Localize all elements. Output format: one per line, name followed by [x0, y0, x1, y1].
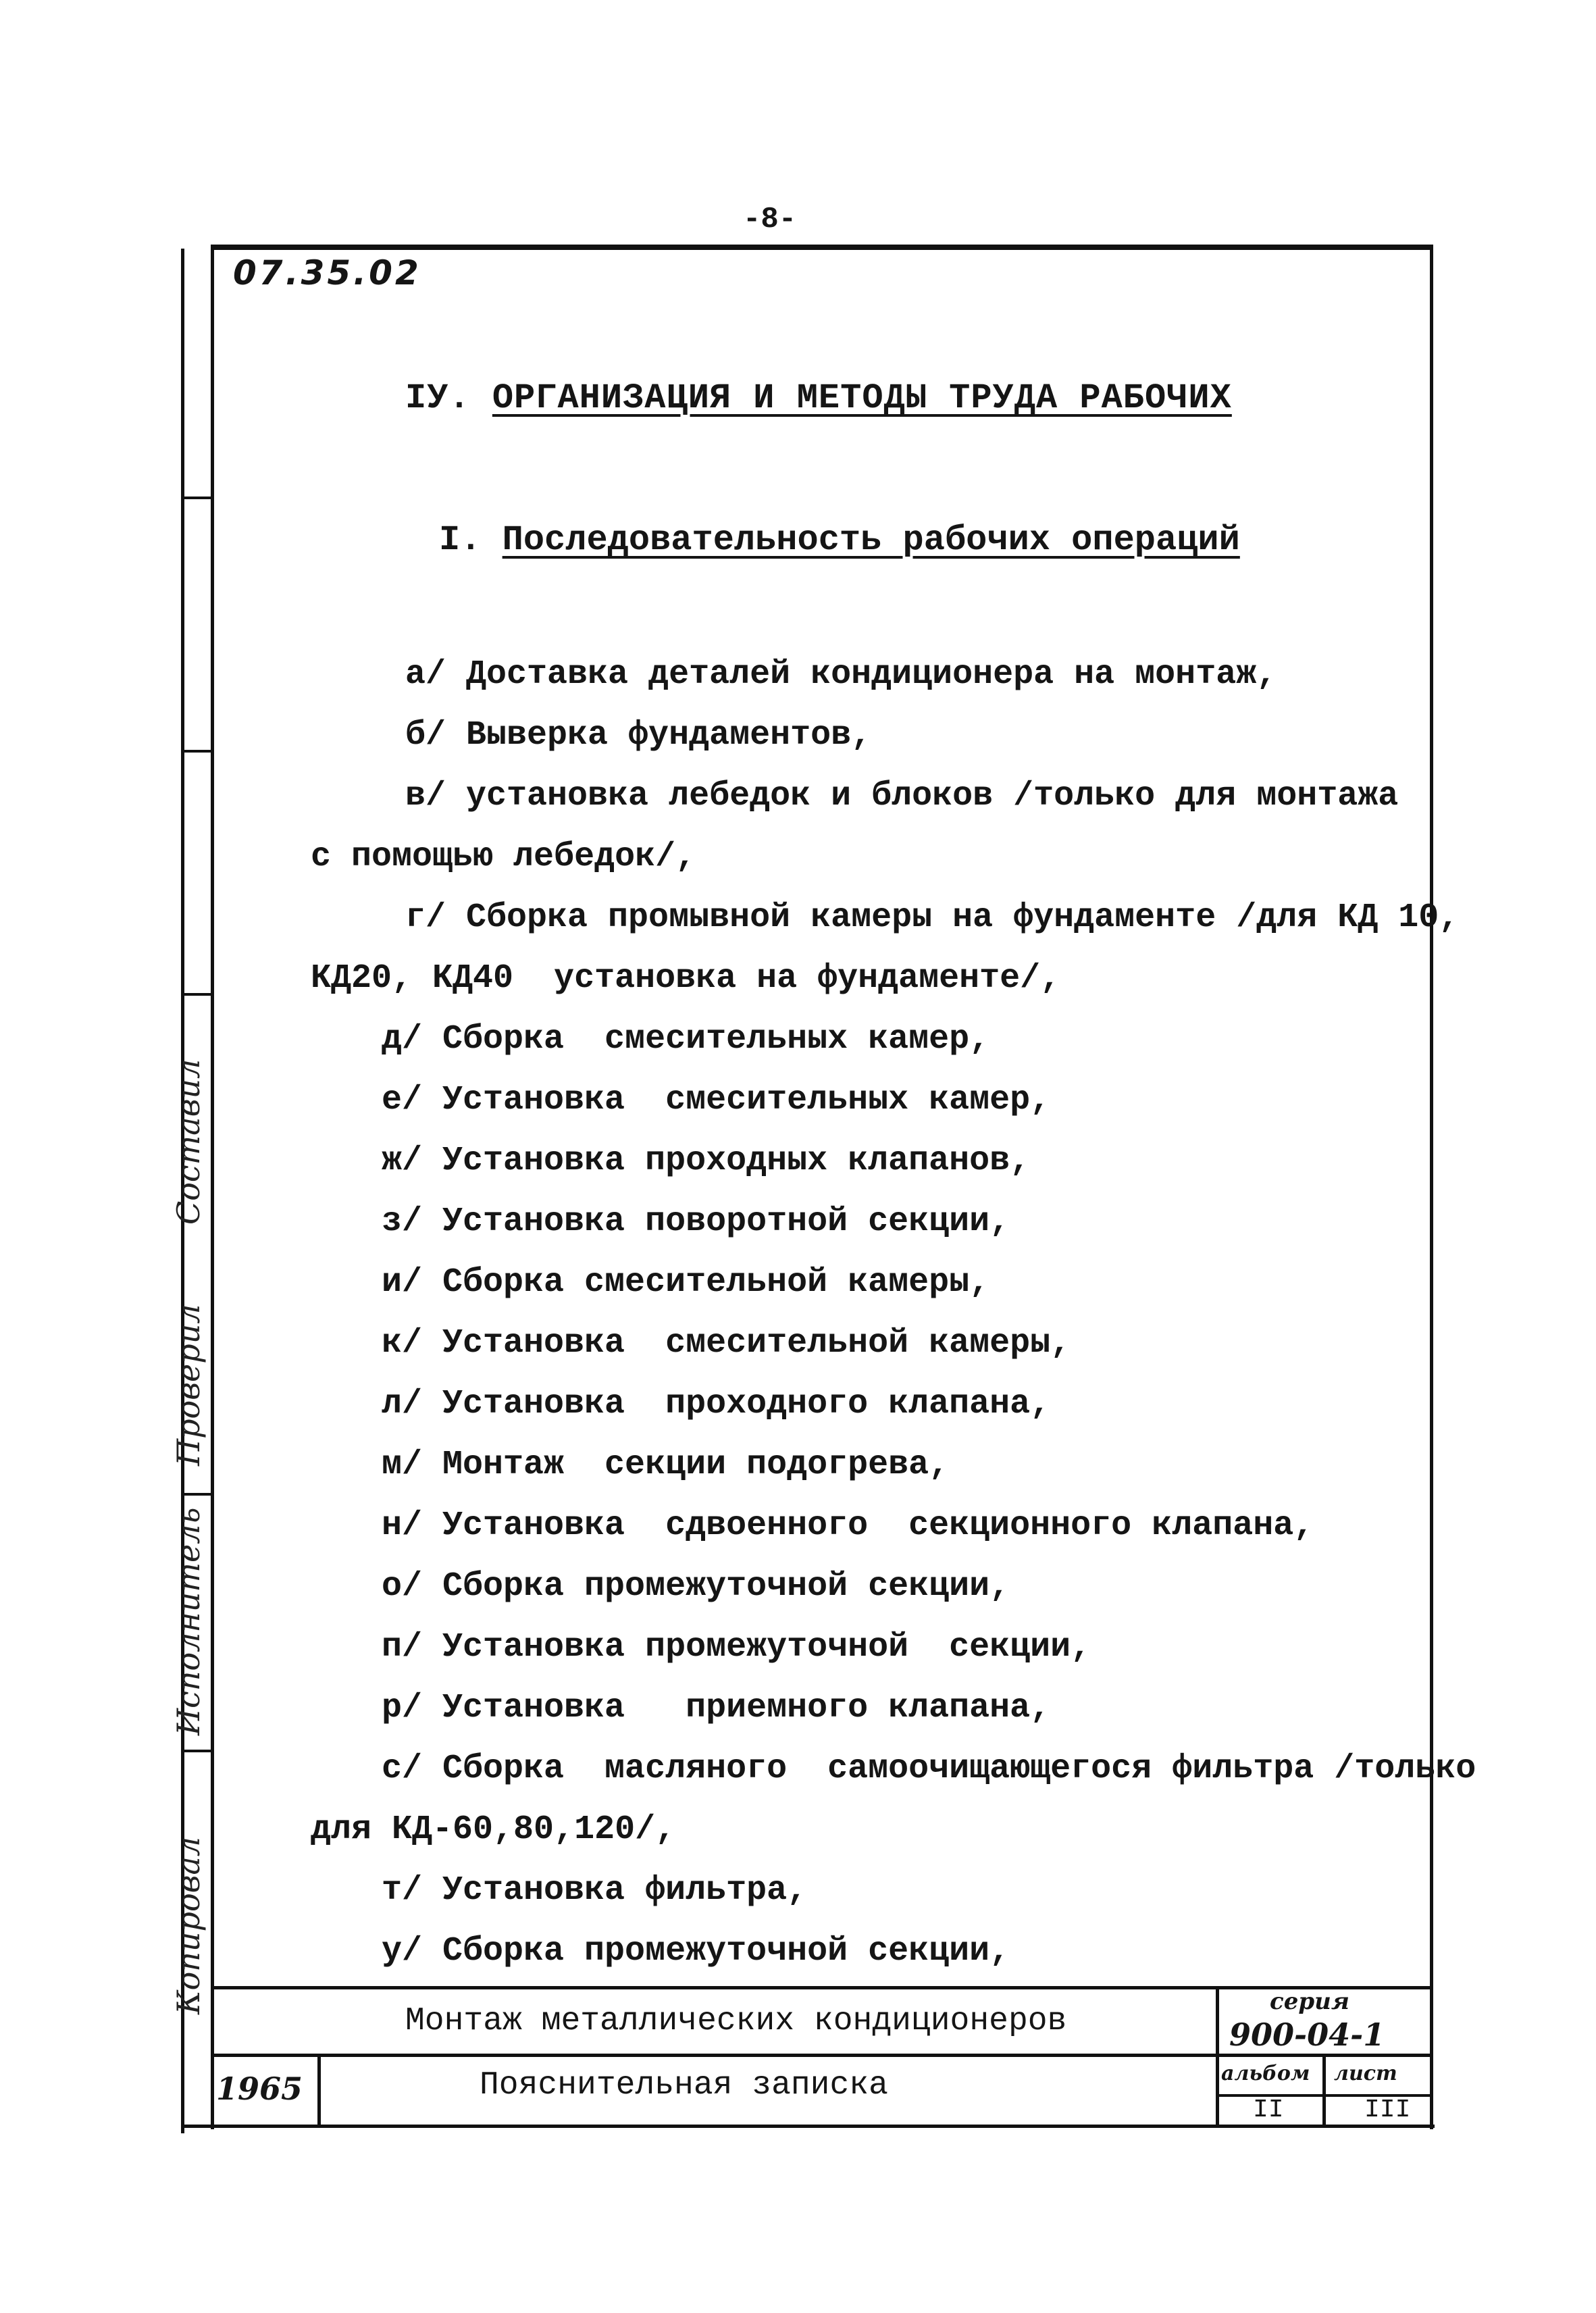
margin-divider [181, 497, 212, 499]
subsection-heading [439, 520, 1240, 560]
operation-line: а/ Доставка деталей кондиционера на монтаж, [405, 655, 1277, 694]
series-label: серия [1270, 1988, 1349, 2015]
margin-signature: Исполнитель [170, 1507, 207, 1735]
margin-signature: Проверил [170, 1304, 207, 1466]
margin-signature: Составил [170, 1059, 207, 1225]
margin-signature: Копировал [170, 1836, 207, 2014]
section-title: ОРГАНИЗАЦИЯ И МЕТОДЫ ТРУДА РАБОЧИХ [492, 378, 1232, 418]
operation-line: г/ Сборка промывной камеры на фундаменте /для КД 10, [405, 898, 1460, 937]
title-block-subtitle: Пояснительная записка [480, 2067, 888, 2104]
section-heading [405, 378, 1232, 418]
title-block-divider [211, 2054, 1433, 2057]
margin-divider [181, 1750, 212, 1752]
operation-line: с помощью лебедок/, [311, 838, 696, 876]
series-value: 900-04-1 [1229, 2016, 1385, 2053]
subsection-number: I. [439, 520, 482, 560]
document-code: 07.35.02 [233, 253, 421, 293]
operation-line: у/ Сборка промежуточной секции, [382, 1932, 1010, 1971]
section-number: IУ. [405, 378, 471, 418]
sheet-label: лист [1334, 2062, 1397, 2085]
frame-bottom-line [181, 2125, 1435, 2128]
operation-line: в/ установка лебедок и блоков /только для монтажа [405, 777, 1399, 815]
operation-line: для КД-60,80,120/, [311, 1810, 676, 1849]
sheet-value: III [1364, 2095, 1411, 2125]
operation-line: ж/ Установка проходных клапанов, [382, 1142, 1031, 1180]
operation-line: о/ Сборка промежуточной секции, [382, 1567, 1010, 1606]
operation-line: з/ Установка поворотной секции, [382, 1202, 1010, 1241]
album-value: II [1253, 2095, 1284, 2125]
operation-line: и/ Сборка смесительной камеры, [382, 1263, 990, 1302]
operation-line: б/ Выверка фундаментов, [405, 716, 872, 755]
operation-line: н/ Установка сдвоенного секционного клапана, [382, 1506, 1314, 1545]
operation-line: е/ Установка смесительных камер, [382, 1081, 1051, 1119]
operation-line: м/ Монтаж секции подогрева, [382, 1446, 950, 1484]
margin-divider [181, 1493, 212, 1496]
title-block-year: 1965 [216, 2070, 303, 2107]
page-number: -8- [743, 203, 797, 236]
title-block-title: Монтаж металлических кондиционеров [405, 2003, 1067, 2039]
operation-line: к/ Установка смесительной камеры, [382, 1324, 1071, 1363]
operation-line: т/ Установка фильтра, [382, 1871, 808, 1910]
operation-line: п/ Установка промежуточной секции, [382, 1628, 1091, 1667]
album-label: альбом [1221, 2062, 1310, 2085]
operation-line: с/ Сборка масляного самоочищающегося фильтра /только [382, 1750, 1476, 1788]
operation-line: д/ Сборка смесительных камер, [382, 1020, 990, 1059]
title-block-divider [317, 2054, 321, 2128]
operation-line: р/ Установка приемного клапана, [382, 1689, 1051, 1727]
title-block-divider [1322, 2057, 1326, 2128]
subsection-title: Последовательность рабочих операций [502, 520, 1240, 560]
title-block-divider [1216, 1986, 1219, 2128]
margin-divider [181, 993, 212, 996]
operation-line: л/ Установка проходного клапана, [382, 1385, 1051, 1423]
operation-line: КД20, КД40 установка на фундаменте/, [311, 959, 1061, 998]
margin-divider [181, 750, 212, 753]
